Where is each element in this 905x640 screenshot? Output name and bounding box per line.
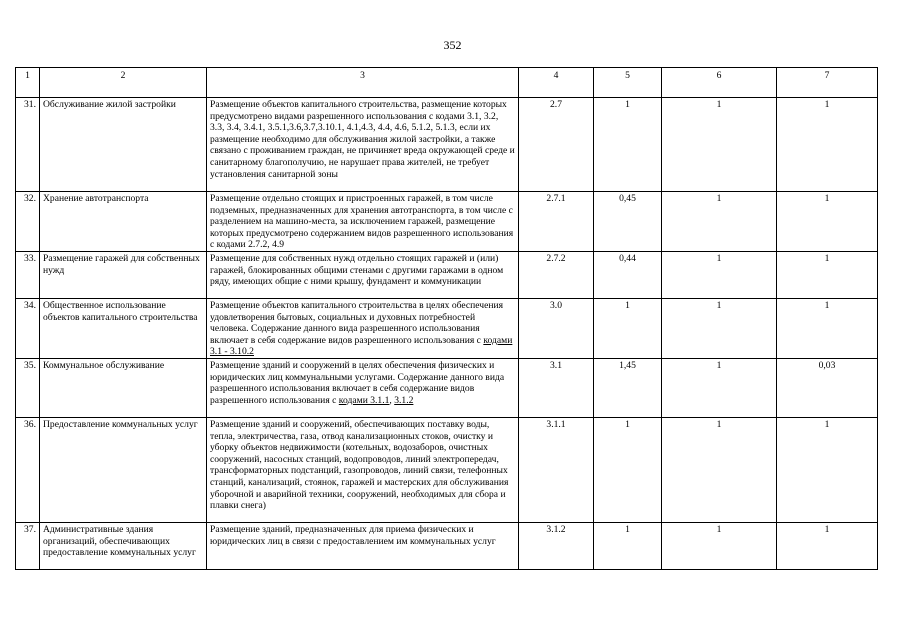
land-use-description: Размещение зданий, предназначенных для приема физических и юридических лиц в связи с предоставлением им коммунальных услуг: [207, 522, 519, 569]
value-col6: 1: [662, 251, 777, 298]
table-row: [16, 251, 878, 298]
land-use-description: Размещение объектов капитального строительства, размещение которых предусмотрено видами разрешенного использования с кодами 3.1, 3.2, 3.3, 3.4, 3.4.1, 3.5.1,3.6,3.7,3.10.1, 4.1,4.3, 4.4, 4.6, 5.1.2, 5.1.3, если их размещение необходимо для обслуживания жилой застройки, а также связано с проживанием граждан, не причиняет вреда окружающей среде и санитарному благополучию, не нарушает права жителей, не требует установления санитарной зоны: [207, 98, 519, 192]
land-use-code: 3.1: [519, 358, 594, 417]
column-header: 6: [662, 68, 777, 98]
code-reference-link[interactable]: 3.1.2: [394, 394, 414, 406]
value-col6: 1: [662, 98, 777, 192]
value-col6: 1: [662, 298, 777, 358]
value-col5: 1: [594, 522, 662, 569]
land-use-name: Обслуживание жилой застройки: [40, 98, 207, 192]
table-row: [16, 522, 878, 569]
land-use-name: Коммунальное обслуживание: [40, 358, 207, 417]
value-col5: 0,44: [594, 251, 662, 298]
land-use-name: Административные здания организаций, обеспечивающих предоставление коммунальных услуг: [40, 522, 207, 569]
table-row: [16, 417, 878, 522]
row-number: 31.: [16, 98, 40, 192]
land-use-code: 2.7.2: [519, 251, 594, 298]
value-col7: 1: [777, 251, 878, 298]
land-use-code: 3.1.1: [519, 417, 594, 522]
value-col5: 1: [594, 417, 662, 522]
value-col5: 0,45: [594, 192, 662, 252]
land-use-description: Размещение зданий и сооружений, обеспечивающих поставку воды, тепла, электричества, газа, отвод канализационных стоков, очистку и уборку объектов недвижимости (котельных, водозаборов, очистных сооружений, насосных станций, водопроводов, линий электропередач, трансформаторных подстанций, газопроводов, линий связи, телефонных станций, канализаций, стоянок, гаражей и мастерских для обслуживания уборочной и аварийной техники, сооружений, необходимых для сбора и плавки снега): [207, 417, 519, 522]
row-number: 33.: [16, 251, 40, 298]
value-col5: 1: [594, 98, 662, 192]
description-text: Размещение объектов капитального строительства в целях обеспечения удовлетворения бытовых, социальных и духовных потребностей человека. Содержание данного вида разрешенного использования включает в себя содержание видов разрешенного использования с: [210, 299, 504, 346]
land-use-name: Хранение автотранспорта: [40, 192, 207, 252]
value-col7: 1: [777, 298, 878, 358]
table-row: [16, 98, 878, 192]
land-use-table: [15, 67, 878, 570]
description-text: Размещение зданий и сооружений в целях обеспечения физических и юридических лиц коммунальными услугами. Содержание данного вида разрешенного использования включает в себя содержание видов разрешенного использования с: [210, 359, 505, 406]
code-reference-link[interactable]: кодами 3.1.1: [338, 394, 390, 406]
land-use-description: [207, 358, 519, 417]
column-header: 1: [16, 68, 40, 98]
value-col5: 1,45: [594, 358, 662, 417]
land-use-name: Общественное использование объектов капитального строительства: [40, 298, 207, 358]
value-col7: 0,03: [777, 358, 878, 417]
value-col7: 1: [777, 98, 878, 192]
land-use-code: 3.1.2: [519, 522, 594, 569]
land-use-description: [207, 298, 519, 358]
value-col6: 1: [662, 192, 777, 252]
land-use-name: Предоставление коммунальных услуг: [40, 417, 207, 522]
column-header: 4: [519, 68, 594, 98]
value-col6: 1: [662, 417, 777, 522]
row-number: 32.: [16, 192, 40, 252]
table-row: [16, 192, 878, 252]
column-header: 3: [207, 68, 519, 98]
table-header-row: [16, 68, 878, 98]
page-number: 352: [443, 38, 462, 52]
land-use-description: Размещение отдельно стоящих и пристроенных гаражей, в том числе подземных, предназначенных для хранения автотранспорта, в том числе с разделением на машино-места, за исключением гаражей, размещение которых предусмотрено содержанием видов разрешенного использования с кодами 2.7.2, 4.9: [207, 192, 519, 252]
table-row: [16, 358, 878, 417]
column-header: 7: [777, 68, 878, 98]
row-number: 34.: [16, 298, 40, 358]
land-use-name: Размещение гаражей для собственных нужд: [40, 251, 207, 298]
table-row: [16, 298, 878, 358]
land-use-description: Размещение для собственных нужд отдельно стоящих гаражей и (или) гаражей, блокированных общими стенами с другими гаражами в одном ряду, имеющих общие с ними крышу, фундамент и коммуникации: [207, 251, 519, 298]
column-header: 5: [594, 68, 662, 98]
value-col7: 1: [777, 417, 878, 522]
row-number: 35.: [16, 358, 40, 417]
column-header: 2: [40, 68, 207, 98]
land-use-code: 2.7: [519, 98, 594, 192]
value-col7: 1: [777, 192, 878, 252]
land-use-code: 3.0: [519, 298, 594, 358]
link-separator: ,: [389, 394, 395, 406]
value-col7: 1: [777, 522, 878, 569]
value-col6: 1: [662, 522, 777, 569]
code-reference-link[interactable]: кодами 3.1 - 3.10.2: [210, 334, 513, 358]
land-use-code: 2.7.1: [519, 192, 594, 252]
value-col5: 1: [594, 298, 662, 358]
row-number: 37.: [16, 522, 40, 569]
row-number: 36.: [16, 417, 40, 522]
value-col6: 1: [662, 358, 777, 417]
